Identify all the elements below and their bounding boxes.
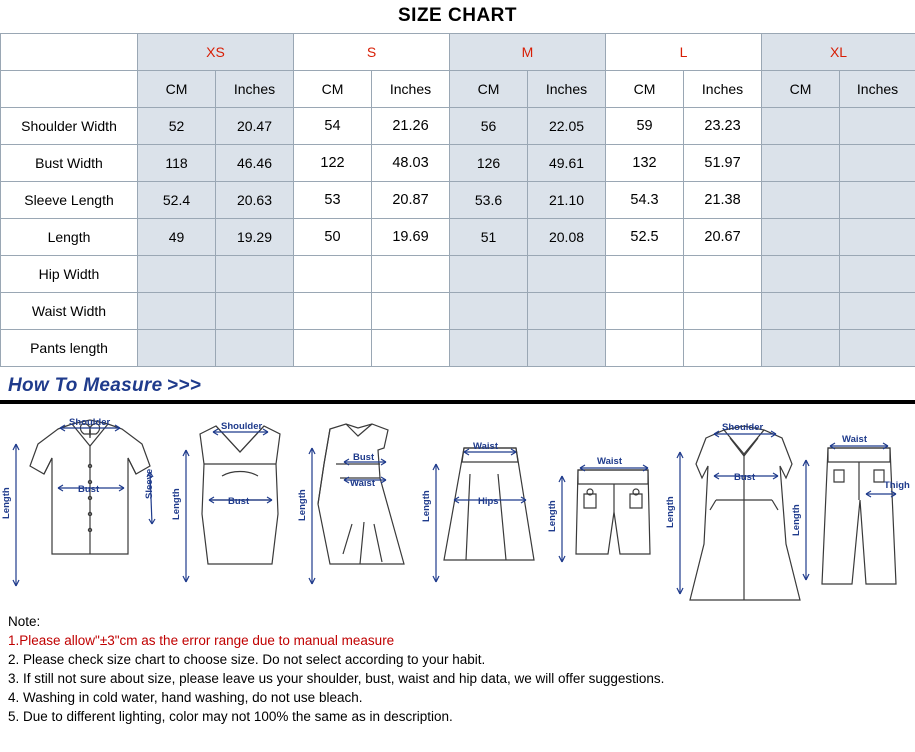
cell-bust-s-cm: 122: [294, 145, 372, 182]
cell-waist-xl-cm: [762, 293, 840, 330]
size-header-m: M: [450, 34, 606, 71]
how-to-measure-header: [0, 375, 915, 397]
table-row: [1, 182, 915, 219]
svg-text:Hips: Hips: [478, 496, 499, 507]
row-label-waist-width: Waist Width: [1, 293, 138, 330]
row-label-pants-length: Pants length: [1, 330, 138, 367]
table-row: [1, 330, 915, 367]
cell-sleeve-l-cm: 54.3: [606, 182, 684, 219]
cell-length-m-in: 20.08: [528, 219, 606, 256]
cell-sleeve-m-in: 21.10: [528, 182, 606, 219]
figure-shorts: [576, 470, 650, 554]
row-label-sleeve-length: Sleeve Length: [1, 182, 138, 219]
cell-pants-xs-cm: [138, 330, 216, 367]
svg-text:Length: Length: [421, 490, 432, 522]
cell-bust-l-in: 51.97: [684, 145, 762, 182]
cell-length-xs-cm: 49: [138, 219, 216, 256]
unit-s-cm: CM: [294, 71, 372, 108]
unit-m-cm: CM: [450, 71, 528, 108]
size-header-xl: XL: [762, 34, 915, 71]
svg-text:Length: Length: [665, 496, 676, 528]
svg-text:Bust: Bust: [78, 484, 100, 495]
note-line-3: 3. If still not sure about size, please leave us your shoulder, bust, waist and hip data, we will offer suggestions.: [8, 671, 665, 686]
cell-waist-l-in: [684, 293, 762, 330]
cell-bust-l-cm: 132: [606, 145, 684, 182]
cell-hip-m-in: [528, 256, 606, 293]
cell-shoulder-xs-in: 20.47: [216, 108, 294, 145]
cell-hip-xs-cm: [138, 256, 216, 293]
svg-text:Waist: Waist: [473, 441, 498, 452]
cell-hip-xl-in: [840, 256, 915, 293]
cell-sleeve-s-in: 20.87: [372, 182, 450, 219]
cell-waist-s-in: [372, 293, 450, 330]
svg-text:Length: Length: [1, 487, 12, 519]
svg-text:Length: Length: [171, 488, 182, 520]
cell-pants-xl-cm: [762, 330, 840, 367]
cell-shoulder-xs-cm: 52: [138, 108, 216, 145]
table-row: [1, 108, 915, 145]
cell-length-s-cm: 50: [294, 219, 372, 256]
cell-sleeve-xs-cm: 52.4: [138, 182, 216, 219]
table-row: [1, 145, 915, 182]
cell-sleeve-m-cm: 53.6: [450, 182, 528, 219]
cell-shoulder-l-in: 23.23: [684, 108, 762, 145]
cell-bust-xs-cm: 118: [138, 145, 216, 182]
row-label-shoulder-width: Shoulder Width: [1, 108, 138, 145]
cell-shoulder-s-cm: 54: [294, 108, 372, 145]
unit-s-inches: Inches: [372, 71, 450, 108]
cell-length-xl-cm: [762, 219, 840, 256]
note-line-5: 5. Due to different lighting, color may not 100% the same as in description.: [8, 709, 453, 724]
cell-bust-m-in: 49.61: [528, 145, 606, 182]
row-label-hip-width: Hip Width: [1, 256, 138, 293]
table-header-sizes: [1, 34, 915, 71]
cell-waist-xs-in: [216, 293, 294, 330]
size-header-l: L: [606, 34, 762, 71]
cell-bust-m-cm: 126: [450, 145, 528, 182]
svg-text:Shoulder: Shoulder: [221, 421, 263, 432]
notes-section: [0, 604, 915, 726]
cell-length-xl-in: [840, 219, 915, 256]
cell-waist-m-cm: [450, 293, 528, 330]
figure-dress: [318, 424, 404, 564]
cell-hip-s-in: [372, 256, 450, 293]
unit-l-cm: CM: [606, 71, 684, 108]
svg-text:Length: Length: [297, 489, 308, 521]
cell-bust-s-in: 48.03: [372, 145, 450, 182]
cell-bust-xl-cm: [762, 145, 840, 182]
row-label-length: Length: [1, 219, 138, 256]
svg-text:Thigh: Thigh: [884, 480, 910, 491]
cell-length-l-in: 20.67: [684, 219, 762, 256]
cell-pants-m-cm: [450, 330, 528, 367]
unit-xs-cm: CM: [138, 71, 216, 108]
table-row: [1, 293, 915, 330]
svg-text:Shoulder: Shoulder: [722, 422, 764, 433]
cell-shoulder-m-in: 22.05: [528, 108, 606, 145]
table-row: [1, 219, 915, 256]
cell-waist-l-cm: [606, 293, 684, 330]
cell-sleeve-l-in: 21.38: [684, 182, 762, 219]
unit-m-inches: Inches: [528, 71, 606, 108]
cell-sleeve-xl-in: [840, 182, 915, 219]
cell-bust-xl-in: [840, 145, 915, 182]
cell-hip-xs-in: [216, 256, 294, 293]
cell-sleeve-s-cm: 53: [294, 182, 372, 219]
cell-pants-s-cm: [294, 330, 372, 367]
svg-text:Length: Length: [791, 504, 802, 536]
cell-shoulder-xl-cm: [762, 108, 840, 145]
unit-xs-inches: Inches: [216, 71, 294, 108]
size-header-s: S: [294, 34, 450, 71]
cell-hip-xl-cm: [762, 256, 840, 293]
figure-pants: [822, 448, 896, 584]
cell-hip-s-cm: [294, 256, 372, 293]
cell-pants-xl-in: [840, 330, 915, 367]
cell-length-s-in: 19.69: [372, 219, 450, 256]
row-label-bust-width: Bust Width: [1, 145, 138, 182]
figure-tank-top: [200, 426, 280, 564]
note-line-1: 1.Please allow"±3"cm as the error range due to manual measure: [8, 633, 395, 648]
svg-text:Waist: Waist: [350, 478, 375, 489]
cell-length-xs-in: 19.29: [216, 219, 294, 256]
svg-text:Bust: Bust: [228, 496, 250, 507]
notes-heading: Note:: [8, 614, 41, 629]
cell-sleeve-xs-in: 20.63: [216, 182, 294, 219]
unit-xl-inches: Inches: [840, 71, 915, 108]
cell-hip-m-cm: [450, 256, 528, 293]
table-header-units: [1, 71, 915, 108]
cell-pants-l-in: [684, 330, 762, 367]
cell-waist-xs-cm: [138, 293, 216, 330]
unit-corner-cell: [1, 71, 138, 108]
cell-pants-s-in: [372, 330, 450, 367]
arrows-icon: >>>: [166, 375, 202, 396]
cell-shoulder-l-cm: 59: [606, 108, 684, 145]
note-line-4: 4. Washing in cold water, hand washing, do not use bleach.: [8, 690, 363, 705]
size-chart-table: [0, 33, 915, 367]
table-row: [1, 256, 915, 293]
svg-text:Bust: Bust: [353, 452, 375, 463]
figure-coat: [690, 426, 800, 600]
svg-text:Waist: Waist: [842, 434, 867, 445]
measure-figures: [0, 404, 915, 604]
svg-text:Bust: Bust: [734, 472, 756, 483]
table-corner-cell: [1, 34, 138, 71]
cell-waist-s-cm: [294, 293, 372, 330]
svg-text:Length: Length: [547, 500, 558, 532]
cell-shoulder-m-cm: 56: [450, 108, 528, 145]
cell-waist-m-in: [528, 293, 606, 330]
svg-text:Shoulder: Shoulder: [69, 417, 111, 428]
page-title: SIZE CHART: [398, 5, 517, 26]
unit-xl-cm: CM: [762, 71, 840, 108]
cell-hip-l-cm: [606, 256, 684, 293]
cell-hip-l-in: [684, 256, 762, 293]
cell-pants-l-cm: [606, 330, 684, 367]
how-to-measure-title: How To Measure: [8, 375, 163, 396]
cell-pants-m-in: [528, 330, 606, 367]
cell-bust-xs-in: 46.46: [216, 145, 294, 182]
svg-text:Sleeve: Sleeve: [144, 468, 155, 499]
note-line-2: 2. Please check size chart to choose size. Do not select according to your habit.: [8, 652, 486, 667]
cell-waist-xl-in: [840, 293, 915, 330]
cell-shoulder-xl-in: [840, 108, 915, 145]
cell-length-l-cm: 52.5: [606, 219, 684, 256]
unit-l-inches: Inches: [684, 71, 762, 108]
cell-length-m-cm: 51: [450, 219, 528, 256]
cell-sleeve-xl-cm: [762, 182, 840, 219]
size-header-xs: XS: [138, 34, 294, 71]
svg-text:Waist: Waist: [597, 456, 622, 467]
cell-shoulder-s-in: 21.26: [372, 108, 450, 145]
cell-pants-xs-in: [216, 330, 294, 367]
